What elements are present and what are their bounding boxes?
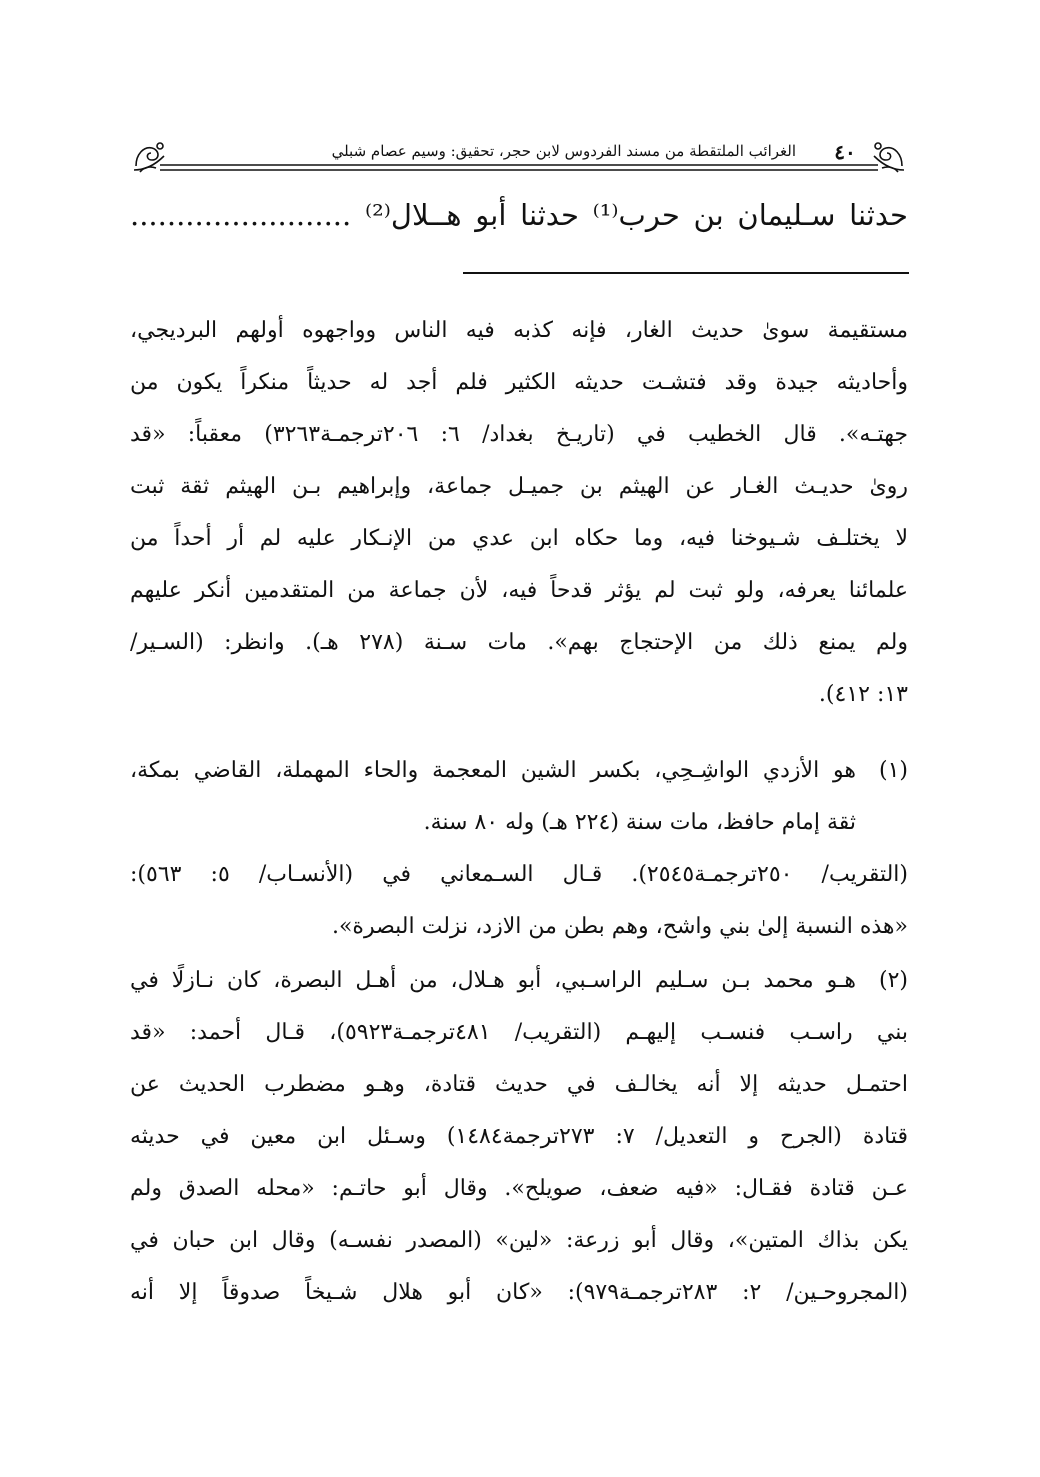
- text-line: (التقريب/ ٢٥٠ترجمـة٢٥٤٥). قـال السـمعاني في (الأنسـاب/ ٥: ٥٦٣):: [130, 862, 908, 887]
- page-number: ٤٠: [834, 140, 856, 164]
- header-title: الغرائب الملتقطة من مسند الفردوس لابن حجر، تحقيق: وسيم عصام شبلي: [331, 142, 796, 160]
- footnote-2: [130, 955, 908, 1319]
- text-line: وأحاديثه جيدة وقد فتشـت حديثه الكثير فلم أجد له حديثاً منكراً يكون من: [130, 370, 908, 395]
- header-double-rule: [160, 164, 878, 172]
- footnote-separator: [463, 272, 909, 274]
- text-line: احتمـل حديثه إلا أنه يخالـف في حديث قتادة، وهـو مضطرب الحديث عن: [130, 1072, 908, 1097]
- text-line: يكن بذاك المتين»، وقال أبو زرعة: «لين» (المصدر نفسـه) وقال ابن حبان في: [130, 1228, 908, 1253]
- text-line: مستقيمة سوىٰ حديث الغار، فإنه كذبه فيه الناس وواجهوه أولهم البرديجي،: [130, 318, 908, 343]
- text-line: جهتـه». قال الخطيب في (تاريـخ بغداد/ ٦: ٢٠٦ترجمـة٣٢٦٣) معقباً: «قد: [130, 422, 908, 447]
- footnote-text: [130, 745, 856, 849]
- text-line: عـن قتادة فقـال: «فيه ضعف، صويلح». وقال أبو حاتـم: «محله الصدق ولم: [130, 1176, 908, 1201]
- footnote-number: (١): [878, 758, 908, 783]
- footnote-continuation: [130, 305, 908, 721]
- text-line: رویٰ حديـث الغـار عن الهيثم بن جميـل جماعة، وإبراهيم بـن الهيثم ثقة ثبت: [130, 474, 908, 499]
- text-line: لا يختلـف شـيوخنا فيه، وما حكاه ابن عدي من الإنـكار عليه لم أر أحداً من: [130, 526, 908, 551]
- text-line: ولم يمنع ذلك من الإحتجاج بهم». مات سـنة (٢٧٨ هـ). وانظر: (السـير/: [130, 630, 909, 655]
- text-line: قتادة (الجرح و التعديل/ ٧: ٢٧٣ترجمة١٤٨٤) وسـئل ابن معين في حديثه: [130, 1124, 908, 1149]
- footnote-1-continued: [130, 849, 908, 953]
- text-line: (المجروحـين/ ٢: ٢٨٣ترجمـة٩٧٩): «كان أبو هلال شـيخاً صدوقاً إلا أنه: [130, 1280, 908, 1305]
- text-line: ثقة إمام حافظ، مات سنة (٢٢٤ هـ) وله ٨٠ سنة.: [423, 810, 856, 835]
- running-header: [130, 136, 908, 176]
- footnote-text: [130, 955, 908, 1319]
- main-text-line: حدثنا سـليمان بن حرب⁽¹⁾ حدثنا أبو هــلال⁽²⁾ ........................: [130, 198, 908, 232]
- text-line: بني راسـب فنسـب إليهـم (التقريب/ ٤٨١ترجمـة٥٩٢٣)، قـال أحمد: «قد: [130, 1020, 908, 1045]
- text-line: هو الأزدي الواشِـحِي، بكسر الشين المعجمة والحاء المهملة، القاضي بمكة،: [130, 758, 856, 783]
- text-line: ١٣: ٤١٢).: [818, 682, 908, 707]
- text-line: «هذه النسبة إلىٰ بني واشح، وهم بطن من الازد، نزلت البصرة».: [331, 914, 908, 939]
- floral-corner-ornament-icon: [868, 136, 908, 176]
- text-line: هـو محمد بـن سـليم الراسـبي، أبو هـلال، من أهـل البصرة، كان نـازلًا في: [130, 968, 856, 993]
- footnote-number: (٢): [878, 968, 908, 993]
- text-line: علمائنا يعرفه، ولو ثبت لم يؤثر قدحاً فيه، لأن جماعة من المتقدمين أنكر عليهم: [130, 578, 908, 603]
